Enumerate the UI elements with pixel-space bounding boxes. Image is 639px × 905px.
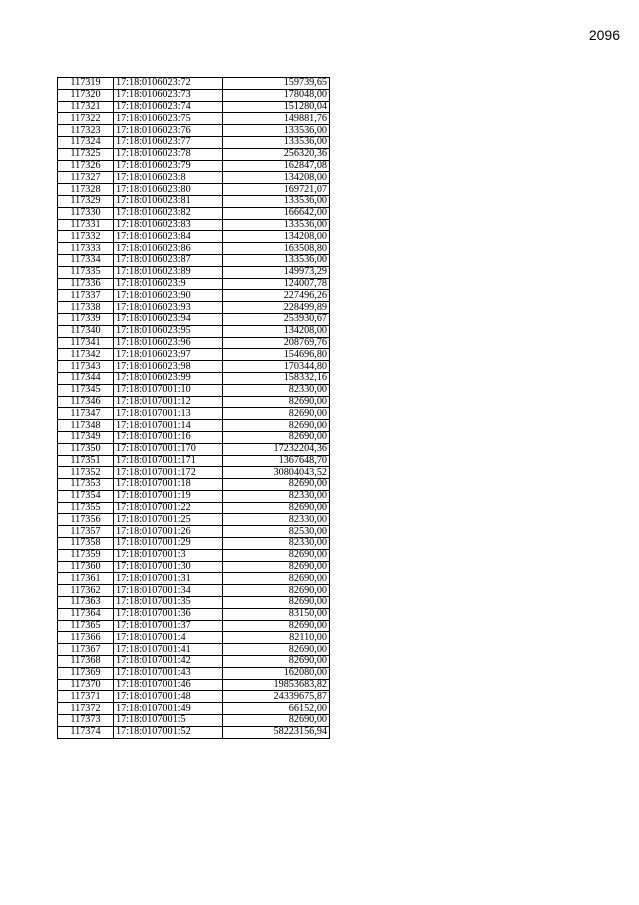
cadastral-number-cell: 17:18:0106023:77 [114,136,223,148]
row-number-cell: 117353 [58,479,114,491]
value-cell: 169721,07 [223,184,330,196]
table-row [58,325,330,337]
table-row [58,160,330,172]
table-row [58,715,330,727]
value-cell: 82330,00 [223,384,330,396]
cadastral-number-cell: 17:18:0107001:42 [114,656,223,668]
row-number-cell: 117332 [58,231,114,243]
cadastral-number-cell: 17:18:0107001:48 [114,691,223,703]
cadastral-number-cell: 17:18:0107001:12 [114,396,223,408]
row-number-cell: 117358 [58,538,114,550]
value-cell: 82690,00 [223,585,330,597]
value-cell: 124007,78 [223,278,330,290]
row-number-cell: 117361 [58,573,114,585]
value-cell: 149881,76 [223,113,330,125]
row-number-cell: 117355 [58,502,114,514]
table-row [58,667,330,679]
value-cell: 82330,00 [223,514,330,526]
value-cell: 83150,00 [223,608,330,620]
cadastral-number-cell: 17:18:0106023:95 [114,325,223,337]
value-cell: 30804043,52 [223,467,330,479]
row-number-cell: 117335 [58,266,114,278]
cadastral-number-cell: 17:18:0107001:170 [114,443,223,455]
cadastral-value-table [57,77,330,739]
value-cell: 82110,00 [223,632,330,644]
table-row [58,479,330,491]
row-number-cell: 117330 [58,207,114,219]
value-cell: 227496,26 [223,290,330,302]
cadastral-number-cell: 17:18:0107001:43 [114,667,223,679]
row-number-cell: 117333 [58,243,114,255]
cadastral-number-cell: 17:18:0107001:171 [114,455,223,467]
table-row [58,726,330,738]
row-number-cell: 117366 [58,632,114,644]
table-row [58,514,330,526]
value-cell: 133536,00 [223,195,330,207]
cadastral-number-cell: 17:18:0106023:98 [114,361,223,373]
value-cell: 134208,00 [223,325,330,337]
row-number-cell: 117325 [58,148,114,160]
cadastral-number-cell: 17:18:0107001:22 [114,502,223,514]
table-row [58,703,330,715]
row-number-cell: 117347 [58,408,114,420]
table-row [58,467,330,479]
table-row [58,101,330,113]
value-cell: 151280,04 [223,101,330,113]
table-row [58,573,330,585]
cadastral-number-cell: 17:18:0106023:76 [114,125,223,137]
table-row [58,172,330,184]
table-row [58,125,330,137]
cadastral-number-cell: 17:18:0106023:79 [114,160,223,172]
cadastral-number-cell: 17:18:0106023:72 [114,78,223,90]
cadastral-number-cell: 17:18:0107001:10 [114,384,223,396]
cadastral-number-cell: 17:18:0107001:14 [114,420,223,432]
row-number-cell: 117342 [58,349,114,361]
cadastral-number-cell: 17:18:0106023:93 [114,302,223,314]
table-row [58,195,330,207]
table-row [58,372,330,384]
row-number-cell: 117365 [58,620,114,632]
row-number-cell: 117327 [58,172,114,184]
cadastral-number-cell: 17:18:0106023:94 [114,313,223,325]
table-row [58,455,330,467]
value-cell: 82690,00 [223,561,330,573]
row-number-cell: 117340 [58,325,114,337]
value-cell: 82690,00 [223,420,330,432]
value-cell: 82690,00 [223,479,330,491]
value-cell: 17232204,36 [223,443,330,455]
value-cell: 158332,16 [223,372,330,384]
table-row [58,113,330,125]
table-row [58,632,330,644]
value-cell: 159739,65 [223,78,330,90]
value-cell: 82690,00 [223,431,330,443]
row-number-cell: 117349 [58,431,114,443]
cadastral-number-cell: 17:18:0107001:46 [114,679,223,691]
table-row [58,337,330,349]
row-number-cell: 117338 [58,302,114,314]
table-row [58,266,330,278]
row-number-cell: 117362 [58,585,114,597]
cadastral-number-cell: 17:18:0106023:9 [114,278,223,290]
row-number-cell: 117344 [58,372,114,384]
value-cell: 163508,80 [223,243,330,255]
row-number-cell: 117367 [58,644,114,656]
cadastral-number-cell: 17:18:0106023:83 [114,219,223,231]
value-cell: 66152,00 [223,703,330,715]
cadastral-number-cell: 17:18:0106023:84 [114,231,223,243]
row-number-cell: 117370 [58,679,114,691]
value-cell: 82530,00 [223,526,330,538]
row-number-cell: 117351 [58,455,114,467]
cadastral-number-cell: 17:18:0107001:13 [114,408,223,420]
table-row [58,408,330,420]
row-number-cell: 117321 [58,101,114,113]
row-number-cell: 117334 [58,254,114,266]
table-row [58,302,330,314]
value-cell: 166642,00 [223,207,330,219]
table-body [58,78,330,739]
row-number-cell: 117341 [58,337,114,349]
table-row [58,585,330,597]
cadastral-number-cell: 17:18:0106023:74 [114,101,223,113]
cadastral-number-cell: 17:18:0107001:52 [114,726,223,738]
value-cell: 58223156,94 [223,726,330,738]
value-cell: 82690,00 [223,502,330,514]
value-cell: 82330,00 [223,490,330,502]
cadastral-number-cell: 17:18:0106023:81 [114,195,223,207]
cadastral-number-cell: 17:18:0107001:25 [114,514,223,526]
row-number-cell: 117319 [58,78,114,90]
value-cell: 162080,00 [223,667,330,679]
row-number-cell: 117374 [58,726,114,738]
row-number-cell: 117354 [58,490,114,502]
row-number-cell: 117343 [58,361,114,373]
row-number-cell: 117320 [58,89,114,101]
row-number-cell: 117326 [58,160,114,172]
row-number-cell: 117337 [58,290,114,302]
table-row [58,148,330,160]
row-number-cell: 117369 [58,667,114,679]
table-row [58,219,330,231]
table-row [58,597,330,609]
cadastral-number-cell: 17:18:0106023:73 [114,89,223,101]
table-row [58,396,330,408]
table-row [58,691,330,703]
value-cell: 178048,00 [223,89,330,101]
cadastral-number-cell: 17:18:0107001:172 [114,467,223,479]
table-row [58,184,330,196]
row-number-cell: 117372 [58,703,114,715]
row-number-cell: 117331 [58,219,114,231]
cadastral-number-cell: 17:18:0107001:3 [114,549,223,561]
table-row [58,490,330,502]
row-number-cell: 117329 [58,195,114,207]
row-number-cell: 117359 [58,549,114,561]
table-row [58,561,330,573]
table-row [58,231,330,243]
value-cell: 82690,00 [223,644,330,656]
table-row [58,443,330,455]
row-number-cell: 117371 [58,691,114,703]
value-cell: 82690,00 [223,597,330,609]
row-number-cell: 117324 [58,136,114,148]
cadastral-number-cell: 17:18:0107001:29 [114,538,223,550]
cadastral-number-cell: 17:18:0106023:90 [114,290,223,302]
row-number-cell: 117350 [58,443,114,455]
value-cell: 134208,00 [223,172,330,184]
value-cell: 149973,29 [223,266,330,278]
cadastral-number-cell: 17:18:0106023:99 [114,372,223,384]
table-row [58,384,330,396]
table-row [58,136,330,148]
table-row [58,644,330,656]
value-cell: 162847,08 [223,160,330,172]
cadastral-number-cell: 17:18:0106023:75 [114,113,223,125]
value-cell: 133536,00 [223,125,330,137]
table-row [58,89,330,101]
row-number-cell: 117348 [58,420,114,432]
value-cell: 19853683,82 [223,679,330,691]
table-row [58,254,330,266]
row-number-cell: 117352 [58,467,114,479]
value-cell: 82690,00 [223,715,330,727]
cadastral-number-cell: 17:18:0106023:97 [114,349,223,361]
value-cell: 208769,76 [223,337,330,349]
row-number-cell: 117360 [58,561,114,573]
value-cell: 82690,00 [223,408,330,420]
table-row [58,679,330,691]
table-row [58,290,330,302]
cadastral-number-cell: 17:18:0107001:30 [114,561,223,573]
table-row [58,78,330,90]
cadastral-number-cell: 17:18:0107001:37 [114,620,223,632]
row-number-cell: 117363 [58,597,114,609]
page-number: 2096 [588,27,620,43]
value-cell: 82690,00 [223,656,330,668]
table-row [58,502,330,514]
value-cell: 82690,00 [223,549,330,561]
cadastral-number-cell: 17:18:0107001:49 [114,703,223,715]
table-row [58,526,330,538]
value-cell: 256320,36 [223,148,330,160]
cadastral-number-cell: 17:18:0106023:89 [114,266,223,278]
value-cell: 24339675,87 [223,691,330,703]
row-number-cell: 117328 [58,184,114,196]
cadastral-number-cell: 17:18:0107001:18 [114,479,223,491]
table-row [58,349,330,361]
table-row [58,549,330,561]
value-cell: 82690,00 [223,396,330,408]
value-cell: 82690,00 [223,620,330,632]
row-number-cell: 117345 [58,384,114,396]
row-number-cell: 117336 [58,278,114,290]
cadastral-number-cell: 17:18:0107001:35 [114,597,223,609]
row-number-cell: 117356 [58,514,114,526]
row-number-cell: 117373 [58,715,114,727]
cadastral-number-cell: 17:18:0106023:87 [114,254,223,266]
value-cell: 133536,00 [223,136,330,148]
value-cell: 1367648,70 [223,455,330,467]
value-cell: 82330,00 [223,538,330,550]
cadastral-number-cell: 17:18:0107001:26 [114,526,223,538]
row-number-cell: 117357 [58,526,114,538]
table-row [58,243,330,255]
row-number-cell: 117346 [58,396,114,408]
row-number-cell: 117339 [58,313,114,325]
value-cell: 134208,00 [223,231,330,243]
cadastral-number-cell: 17:18:0107001:31 [114,573,223,585]
value-cell: 228499,89 [223,302,330,314]
table-row [58,620,330,632]
table-row [58,538,330,550]
table-row [58,313,330,325]
value-cell: 133536,00 [223,219,330,231]
cadastral-number-cell: 17:18:0106023:78 [114,148,223,160]
value-cell: 82690,00 [223,573,330,585]
cadastral-number-cell: 17:18:0107001:4 [114,632,223,644]
value-cell: 170344,80 [223,361,330,373]
cadastral-number-cell: 17:18:0106023:8 [114,172,223,184]
value-cell: 133536,00 [223,254,330,266]
cadastral-number-cell: 17:18:0107001:41 [114,644,223,656]
table-row [58,656,330,668]
cadastral-number-cell: 17:18:0107001:34 [114,585,223,597]
row-number-cell: 117322 [58,113,114,125]
table-row [58,420,330,432]
table-row [58,431,330,443]
table-row [58,278,330,290]
table-row [58,207,330,219]
cadastral-number-cell: 17:18:0106023:86 [114,243,223,255]
value-cell: 253930,67 [223,313,330,325]
cadastral-number-cell: 17:18:0106023:96 [114,337,223,349]
cadastral-number-cell: 17:18:0107001:19 [114,490,223,502]
table-row [58,608,330,620]
value-cell: 154696,80 [223,349,330,361]
row-number-cell: 117323 [58,125,114,137]
cadastral-number-cell: 17:18:0106023:82 [114,207,223,219]
row-number-cell: 117368 [58,656,114,668]
row-number-cell: 117364 [58,608,114,620]
cadastral-number-cell: 17:18:0107001:16 [114,431,223,443]
cadastral-number-cell: 17:18:0107001:5 [114,715,223,727]
cadastral-number-cell: 17:18:0106023:80 [114,184,223,196]
table-row [58,361,330,373]
cadastral-number-cell: 17:18:0107001:36 [114,608,223,620]
